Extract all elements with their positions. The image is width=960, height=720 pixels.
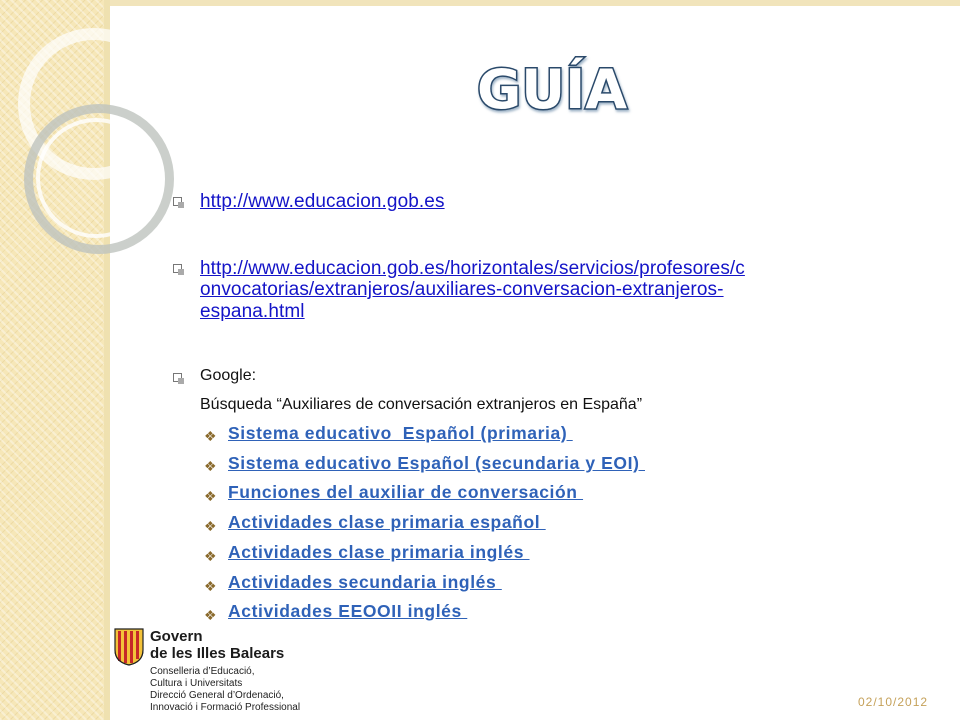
diamond-bullet-icon: ❖ bbox=[204, 488, 217, 504]
sub-link-funciones-auxiliar[interactable]: Funciones del auxiliar de conversación bbox=[228, 482, 584, 502]
square-bullet-icon bbox=[173, 264, 182, 273]
slide-date: 02/10/2012 bbox=[858, 695, 929, 709]
link-auxiliares-line1[interactable]: http://www.educacion.gob.es/horizontales/servicios/profesores/c bbox=[200, 258, 745, 279]
top-strip bbox=[110, 0, 960, 6]
logo-sub-line: Conselleria d’Educació, bbox=[150, 666, 255, 677]
sub-link-sistema-primaria[interactable]: Sistema educativo Español (primaria) bbox=[228, 423, 573, 443]
diamond-bullet-icon: ❖ bbox=[204, 518, 217, 534]
coat-of-arms-icon bbox=[114, 628, 144, 666]
govern-logo bbox=[112, 626, 312, 718]
diamond-bullet-icon: ❖ bbox=[204, 548, 217, 564]
google-label: Google: bbox=[200, 367, 257, 384]
link-auxiliares-line3[interactable]: espana.html bbox=[200, 301, 305, 322]
diamond-bullet-icon: ❖ bbox=[204, 578, 217, 594]
logo-sub-line: Direcció General d’Ordenació, bbox=[150, 690, 284, 701]
diamond-bullet-icon: ❖ bbox=[204, 428, 217, 444]
diamond-bullet-icon: ❖ bbox=[204, 607, 217, 623]
link-educacion[interactable]: http://www.educacion.gob.es bbox=[200, 191, 445, 212]
link-auxiliares-line2[interactable]: onvocatorias/extranjeros/auxiliares-conversacion-extranjeros- bbox=[200, 279, 724, 300]
square-bullet-icon bbox=[173, 197, 182, 206]
diamond-bullet-icon: ❖ bbox=[204, 458, 217, 474]
decorative-ring bbox=[36, 118, 156, 238]
logo-sub-line: Cultura i Universitats bbox=[150, 678, 243, 689]
sub-link-primaria-espanol[interactable]: Actividades clase primaria español bbox=[228, 512, 546, 532]
sub-link-eeooii-ingles[interactable]: Actividades EEOOII inglés bbox=[228, 601, 468, 621]
logo-title-line2: de les Illes Balears bbox=[150, 645, 285, 662]
logo-sub-line: Innovació i Formació Professional bbox=[150, 702, 301, 713]
slide-title bbox=[462, 52, 642, 122]
sub-link-primaria-ingles[interactable]: Actividades clase primaria inglés bbox=[228, 542, 530, 562]
sub-link-sistema-secundaria[interactable]: Sistema educativo Español (secundaria y EOI) bbox=[228, 453, 645, 473]
logo-title-line1: Govern bbox=[150, 628, 203, 645]
title-text: GUÍA bbox=[476, 58, 628, 121]
sub-link-secundaria-ingles[interactable]: Actividades secundaria inglés bbox=[228, 572, 502, 592]
search-text: Búsqueda “Auxiliares de conversación extranjeros en España” bbox=[200, 396, 643, 413]
square-bullet-icon bbox=[173, 373, 182, 382]
